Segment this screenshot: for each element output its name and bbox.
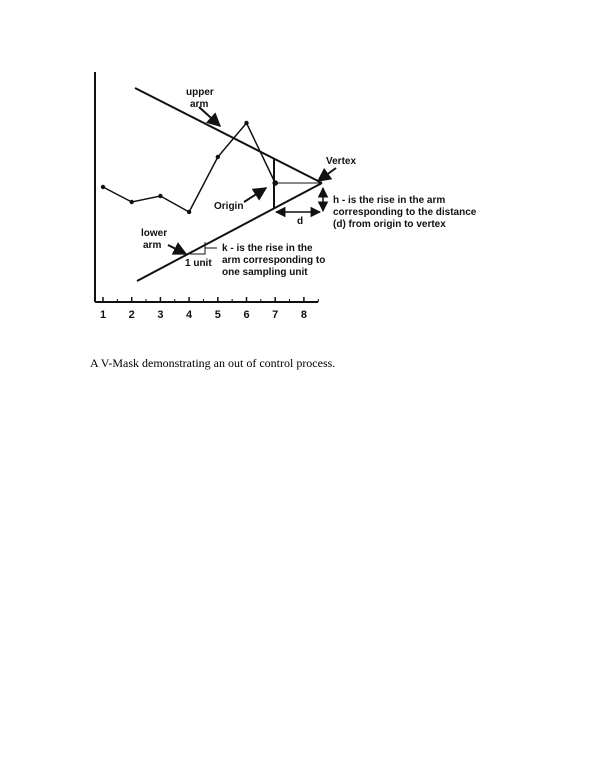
cusum-point-6 [244,121,248,125]
distance-d-label: d [297,216,304,227]
x-tick-label-1: 1 [99,309,107,321]
cusum-point-3 [158,194,162,198]
x-tick-label-7: 7 [272,309,279,321]
cusum-point-5 [216,155,220,159]
cusum-point-4 [187,210,191,214]
unit-label: 1 unit [185,258,212,269]
upper-arm-line [135,88,322,183]
vertex-label: Vertex [326,156,357,167]
lower-arm-label-line2: arm [143,240,162,251]
vertex-pointer-arrow [318,168,336,181]
x-axis-tick-labels [100,309,307,321]
h-description-line1: h - is the rise in the arm [333,195,446,206]
v-mask-diagram [0,0,600,340]
x-tick-label-8: 8 [300,309,307,321]
upper-arm-label-line1: upper [186,87,214,98]
h-description-line3: (d) from origin to vertex [333,219,446,230]
figure-caption: A V-Mask demonstrating an out of control process. [90,356,336,370]
x-tick-label-6: 6 [243,309,250,321]
x-tick-label-5: 5 [214,309,221,321]
k-description-line1: k - is the rise in the [222,243,313,254]
k-description-line3: one sampling unit [222,267,308,278]
cusum-point-7 [272,180,278,186]
cusum-point-2 [130,200,134,204]
h-description-line2: corresponding to the distance [333,207,477,218]
origin-label: Origin [214,201,244,212]
x-tick-label-4: 4 [186,309,193,321]
k-description-line2: arm corresponding to [222,255,326,266]
x-tick-label-2: 2 [128,309,135,321]
x-tick-label-3: 3 [157,309,164,321]
origin-pointer-arrow [244,188,266,202]
upper-arm-label-line2: arm [190,99,209,110]
cusum-point-1 [101,185,105,189]
lower-arm-pointer-arrow [168,245,186,254]
lower-arm-label-line1: lower [141,228,168,239]
